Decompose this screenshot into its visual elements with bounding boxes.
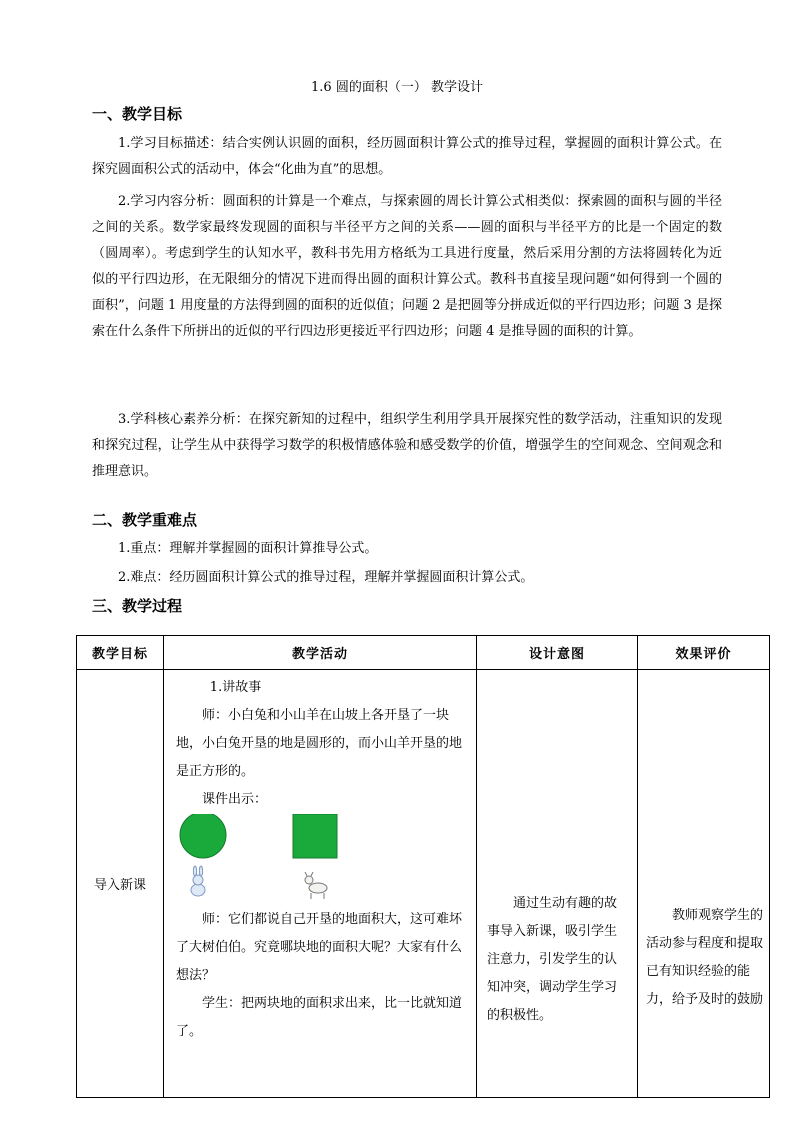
document-title: 1.6 圆的面积（一） 教学设计 xyxy=(311,80,483,95)
activity-para-1: 师：小白兔和小山羊在山坡上各开垦了一块地，小白兔开垦的地是圆形的，而小山羊开垦的地是正方形的。 xyxy=(176,708,463,779)
courseware-shapes xyxy=(176,814,468,906)
section-heading-goals: 一、教学目标 xyxy=(92,105,183,123)
row-goal: 导入新课 xyxy=(77,670,164,1098)
goat-icon xyxy=(305,872,327,899)
key-point-1: 1.重点：理解并掌握圆的面积计算推导公式。 xyxy=(118,541,378,556)
square-shape xyxy=(293,814,337,858)
header-goal: 教学目标 xyxy=(77,636,164,670)
evaluation-text: 教师观察学生的活动参与程度和提取已有知识经验的能力，给予及时的鼓励 xyxy=(646,908,764,1007)
row-activity xyxy=(164,670,477,1098)
activity-para-3: 师：它们都说自己开垦的地面积大，这可难坏了大树伯伯。究竟哪块地的面积大呢？大家有什么想法？ xyxy=(176,912,463,983)
header-evaluation: 效果评价 xyxy=(638,636,770,670)
section-heading-process: 三、教学过程 xyxy=(92,597,183,615)
shapes-figure xyxy=(176,814,376,906)
section-heading-key-points: 二、教学重难点 xyxy=(92,511,198,529)
activity-para-2: 课件出示： xyxy=(202,792,268,807)
table-header-row xyxy=(77,636,770,670)
intent-text: 通过生动有趣的故事导入新课，吸引学生注意力，引发学生的认知冲突，调动学生学习的积极性。 xyxy=(487,896,618,1023)
row-evaluation xyxy=(638,670,770,1098)
activity-heading: 1.讲故事 xyxy=(209,680,262,695)
goal-paragraph-3: 3.学科核心素养分析：在探究新知的过程中，组织学生利用学具开展探究性的数学活动，注重知识的发现和探究过程，让学生从中获得学习数学的积极情感体验和感受数学的价值，增强学生的空间观念、空间观念和推理意识。 xyxy=(92,412,722,479)
activity-para-4: 学生：把两块地的面积求出来，比一比就知道了。 xyxy=(176,996,463,1039)
process-table xyxy=(76,635,770,1098)
key-point-2: 2.难点：经历圆面积计算公式的推导过程，理解并掌握圆面积计算公式。 xyxy=(118,570,534,585)
circle-shape xyxy=(180,814,226,858)
rabbit-icon xyxy=(191,866,205,896)
goal-paragraph-2: 2.学习内容分析：圆面积的计算是一个难点，与探索圆的周长计算公式相类似：探索圆的面积与圆的半径之间的关系。数学家最终发现圆的面积与半径平方之间的关系——圆的面积与半径平方的比是一个固定的数 （圆周率）。考虑到学生的认知水平，教科书先用方格纸为工具进行度量，然后采用分割的方法将圆转化为近似的平行四边形，在无限细分的情况下进而得出圆的面积计算公式。教科书直接呈现问题“如何得到一个圆的面积”，问题 1 用度量的方法得到圆的面积的近似值；问题 2 是把圆等分拼成近似的平行四边形；问题 3 是探索在什么条件下所拼出的近似的平行四边形更接近平行四边形；问题 4 是推导圆的面积的计算。 xyxy=(92,194,722,339)
table-row xyxy=(77,670,770,1098)
row-intent xyxy=(477,670,638,1098)
header-activity: 教学活动 xyxy=(164,636,477,670)
goal-paragraph-1: 1.学习目标描述：结合实例认识圆的面积，经历圆面积计算公式的推导过程，掌握圆的面积计算公式。在探究圆面积公式的活动中，体会“化曲为直”的思想。 xyxy=(92,136,722,177)
header-intent: 设计意图 xyxy=(477,636,638,670)
